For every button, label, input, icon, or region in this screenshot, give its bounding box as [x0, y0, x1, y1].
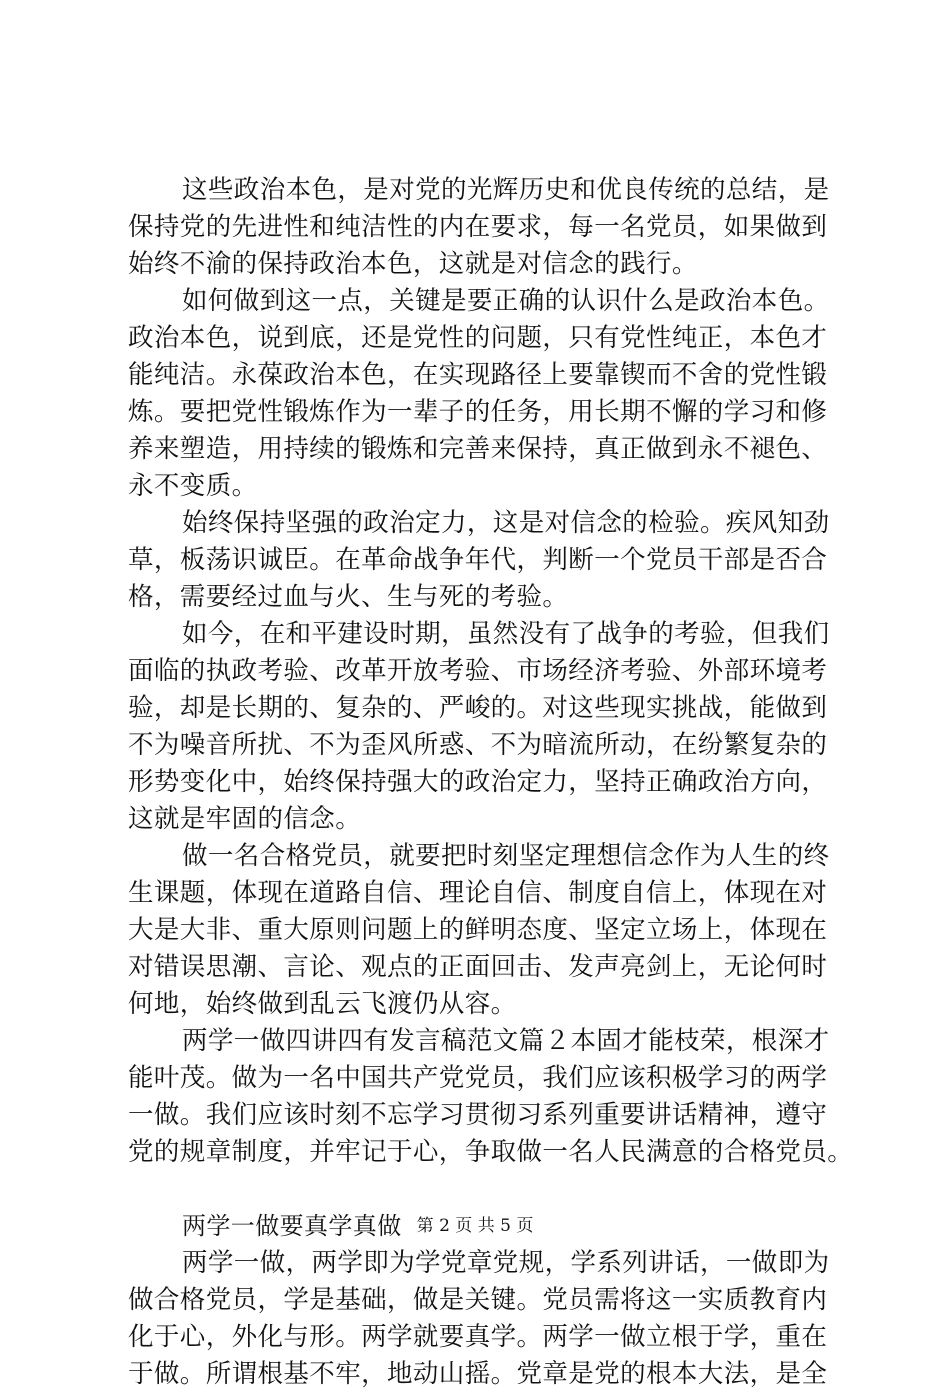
- paragraph-1-line-3: 始终不渝的保持政治本色，这就是对信念的践行。: [128, 249, 698, 279]
- paragraph-3-line-2: 草，板荡识诚臣。在革命战争年代，判断一个党员干部是否合: [128, 545, 828, 575]
- paragraph-4-line-1: 如今，在和平建设时期，虽然没有了战争的考验，但我们: [182, 619, 830, 649]
- paragraph-6-line-3: 一做。我们应该时刻不忘学习贯彻习系列重要讲话精神，遵守: [128, 1100, 828, 1130]
- paragraph-5-line-1: 做一名合格党员，就要把时刻坚定理想信念作为人生的终: [182, 841, 830, 871]
- paragraph-5-line-3: 大是大非、重大原则问题上的鲜明态度、坚定立场上，体现在: [128, 915, 828, 945]
- final-paragraph-line-3: 化于心，外化与形。两学就要真学。两学一做立根于学，重在: [128, 1322, 828, 1352]
- section-heading: 两学一做要真学真做: [182, 1212, 402, 1240]
- paragraph-2-line-3: 能纯洁。永葆政治本色，在实现路径上要靠锲而不舍的党性锻: [128, 360, 828, 390]
- paragraph-3-line-1: 始终保持坚强的政治定力，这是对信念的检验。疾风知劲: [182, 508, 830, 538]
- paragraph-2-line-6: 永不变质。: [128, 471, 258, 501]
- paragraph-6-line-2: 能叶茂。做为一名中国共产党党员，我们应该积极学习的两学: [128, 1063, 828, 1093]
- paragraph-5-line-2: 生课题，体现在道路自信、理论自信、制度自信上，体现在对: [128, 878, 828, 908]
- page-number-footer: 第 2 页 共 5 页: [416, 1216, 534, 1236]
- blank-line: [128, 1171, 840, 1208]
- paragraph-4-line-5: 形势变化中，始终保持强大的政治定力，坚持正确政治方向，: [128, 767, 828, 797]
- final-paragraph-line-4: 于做。所谓根基不牢，地动山摇。党章是党的根本大法，是全: [128, 1359, 828, 1389]
- paragraph-3-line-3: 格，需要经过血与火、生与死的考验。: [128, 582, 569, 612]
- paragraph-5-line-4: 对错误思潮、言论、观点的正面回击、发声亮剑上，无论何时: [128, 952, 828, 982]
- paragraph-4-line-3: 验，却是长期的、复杂的、严峻的。对这些现实挑战，能做到: [128, 693, 828, 723]
- document-body: [128, 172, 854, 1393]
- paragraph-6-line-4: 党的规章制度，并牢记于心，争取做一名人民满意的合格党员。: [128, 1137, 854, 1167]
- paragraph-5-line-5: 何地，始终做到乱云飞渡仍从容。: [128, 989, 517, 1019]
- paragraph-1-line-2: 保持党的先进性和纯洁性的内在要求，每一名党员，如果做到: [128, 212, 828, 242]
- final-paragraph-line-2: 做合格党员，学是基础，做是关键。党员需将这一实质教育内: [128, 1285, 828, 1315]
- paragraph-2-line-4: 炼。要把党性锻炼作为一辈子的任务，用长期不懈的学习和修: [128, 397, 828, 427]
- paragraph-4-line-6: 这就是牢固的信念。: [128, 804, 362, 834]
- paragraph-2-line-2: 政治本色，说到底，还是党性的问题，只有党性纯正，本色才: [128, 323, 828, 353]
- paragraph-6-line-1: 两学一做四讲四有发言稿范文篇２本固才能枝荣，根深才: [182, 1026, 830, 1056]
- paragraph-4-line-4: 不为噪音所扰、不为歪风所惑、不为暗流所动，在纷繁复杂的: [128, 730, 828, 760]
- paragraph-1-line-1: 这些政治本色，是对党的光辉历史和优良传统的总结，是: [182, 175, 830, 205]
- paragraph-2-line-5: 养来塑造，用持续的锻炼和完善来保持，真正做到永不褪色、: [128, 434, 828, 464]
- final-paragraph-line-1: 两学一做，两学即为学党章党规，学系列讲话，一做即为: [182, 1248, 830, 1278]
- paragraph-2-line-1: 如何做到这一点，关键是要正确的认识什么是政治本色。: [182, 286, 830, 316]
- paragraph-4-line-2: 面临的执政考验、改革开放考验、市场经济考验、外部环境考: [128, 656, 828, 686]
